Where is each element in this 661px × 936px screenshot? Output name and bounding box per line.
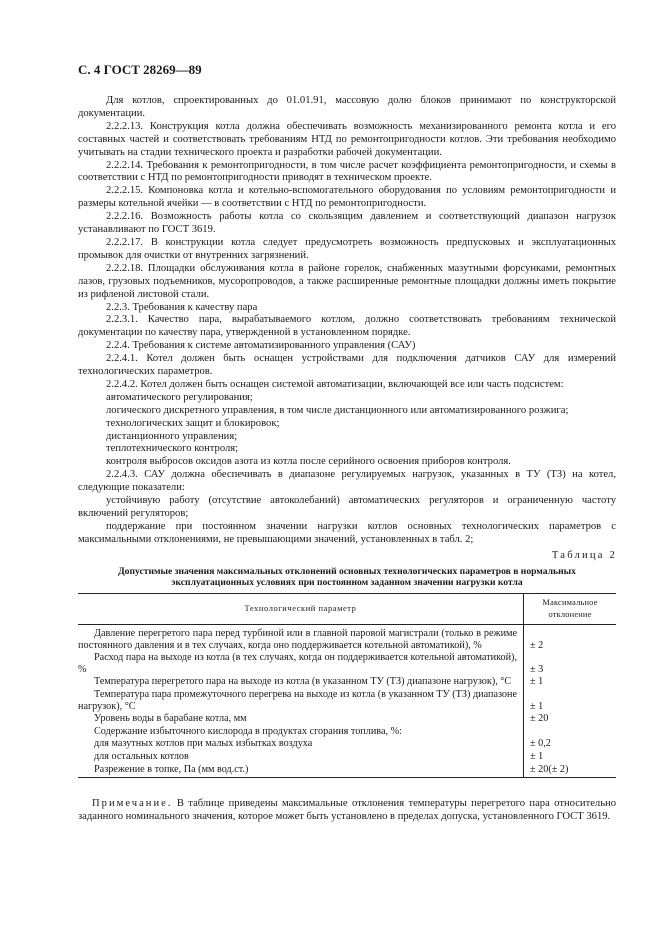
table-title: Допустимые значения максимальных отклонений основных технологических параметров в нормальных эксплуатационных условиях при постоянном заданном значении нагрузки котла — [118, 566, 576, 589]
table-row — [78, 625, 616, 653]
table-note — [78, 798, 616, 824]
table-row — [78, 689, 616, 713]
column-header-deviation: Максимальное отклонение — [524, 594, 617, 625]
table-label: Таблица 2 — [551, 550, 617, 561]
body-paragraph: дистанционного управления; — [106, 430, 238, 442]
body-paragraph: автоматического регулирования; — [106, 391, 253, 403]
body-paragraph: 2.2.4.3. САУ должна обеспечивать в диапазоне регулируемых нагрузок, указанных в ТУ (ТЗ) на котел, следующие показатели: — [78, 469, 616, 494]
table-row — [78, 751, 616, 764]
parameter-cell: Температура перегретого пара на выходе из котла (в указанном ТУ (ТЗ) диапазоне нагрузок), °С — [94, 676, 512, 688]
body-paragraph: устойчивую работу (отсутствие автоколебаний) автоматических регуляторов и ограниченную частоту включений регуляторов; — [78, 495, 616, 519]
body-paragraph: 2.2.2.13. Конструкция котла должна обеспечивать возможность механизированного ремонта котла и его составных частей и соответствовать требованиям НТД по ремонтопригодности котлов. Эти требования необходимо учитывать на стадии технического проекта и разработки рабочей документации. — [78, 120, 616, 158]
parameter-cell: Температура пара промежуточного перегрева на выходе из котла (в указанном ТУ (ТЗ) диапазоне нагрузок), °С — [78, 688, 517, 712]
note-text: В таблице приведены максимальные отклонения температуры перегретого пара относительно заданного номинального значения, которое может быть установлено в пределах допуска, установленного ГОСТ 3619. — [78, 798, 616, 822]
parameter-cell: Давление перегретого пара перед турбиной или в главной паровой магистрали (только в режиме постоянного давления и в тех случаях, когда оно поддерживается котельной автоматикой), % — [78, 628, 517, 651]
column-header-parameter: Технологический параметр — [78, 594, 524, 625]
body-paragraph: 2.2.2.17. В конструкции котла следует предусмотреть возможность предпусковых и эксплуатационных промывок для очистки от внутренних загрязнений. — [78, 236, 616, 261]
deviation-cell: ± 1 — [524, 689, 617, 713]
table-row — [78, 738, 616, 751]
deviation-cell: ± 0,2 — [524, 738, 617, 751]
body-paragraph: 2.2.2.15. Компоновка котла и котельно-вспомогательного оборудования по условиям ремонтопригодности и размеры котельной ячейки — в соответствии с НТД по ремонтопригодности. — [78, 185, 616, 210]
deviation-cell: ± 2 — [524, 625, 617, 653]
body-paragraph: 2.2.4.2. Котел должен быть оснащен системой автоматизации, включающей все или часть подсистем: — [106, 378, 564, 390]
body-paragraph: 2.2.2.14. Требования к ремонтопригодности, в том числе расчет коэффициента ремонтопригодности, и схемы в соответствии с НТД по ремонтопригодности приводят в техническом проекте. — [78, 159, 616, 184]
body-paragraph: технологических защит и блокировок; — [106, 417, 280, 429]
body-paragraph: 2.2.4.1. Котел должен быть оснащен устройствами для подключения датчиков САУ для измерений технологических параметров. — [78, 353, 616, 378]
deviation-cell: ± 20 — [524, 713, 617, 726]
table-row — [78, 713, 616, 726]
table-row — [78, 764, 616, 778]
parameter-cell: Уровень воды в барабане котла, мм — [94, 713, 247, 725]
deviation-cell: ± 20(± 2) — [524, 764, 617, 778]
deviation-cell: ± 1 — [524, 751, 617, 764]
deviation-cell: ± 1 — [524, 676, 617, 689]
note-label: Примечание. — [92, 798, 173, 809]
parameter-cell: Разрежение в топке, Па (мм вод.ст.) — [78, 764, 524, 778]
body-paragraph: Для котлов, спроектированных до 01.01.91, массовую долю блоков принимают по конструкторской документации. — [78, 95, 616, 119]
page-header: С. 4 ГОСТ 28269—89 — [78, 62, 202, 77]
body-paragraph: 2.2.2.18. Площадки обслуживания котла в районе горелок, снабженных мазутными форсунками, ремонтных лазов, грузовых подъемников, мусоропроводов, а также расширенные ремонтные площадки должны иметь покрытие из рифленой листовой стали. — [78, 262, 616, 300]
body-paragraph: контроля выбросов оксидов азота из котла после серийного освоения приборов контроля. — [106, 456, 511, 468]
body-paragraph: теплотехнического контроля; — [106, 443, 239, 455]
parameter-cell: для мазутных котлов при малых избытках воздуха — [94, 738, 313, 750]
table-row — [78, 726, 616, 739]
body-paragraph: 2.2.2.16. Возможность работы котла со скользящим давлением и соответствующий диапазон нагрузок устанавливают по ГОСТ 3619. — [78, 211, 616, 236]
body-paragraph: поддержание при постоянном значении нагрузки котлов основных технологических параметров с максимальными отклонениями, не превышающими значений, установленных в табл. 2; — [78, 520, 616, 545]
parameter-cell: Расход пара на выходе из котла (в тех случаях, когда он поддерживается котельной автоматикой), % — [78, 652, 517, 675]
body-paragraph: 2.2.3. Требования к качеству пара — [106, 301, 258, 313]
deviation-cell — [524, 726, 617, 739]
body-paragraph: логического дискретного управления, в том числе дистанционного или автоматизированного розжига; — [106, 404, 569, 416]
table-row — [78, 652, 616, 676]
body-paragraph: 2.2.3.1. Качество пара, вырабатываемого котлом, должно соответствовать требованиям технической документации по качеству пара, утвержденной в установленном порядке. — [78, 314, 616, 339]
body-text — [78, 95, 616, 547]
body-paragraph: 2.2.4. Требования к системе автоматизированного управления (САУ) — [106, 340, 416, 352]
parameter-cell: Содержание избыточного кислорода в продуктах сгорания топлива, %: — [94, 725, 402, 737]
parameter-cell: для остальных котлов — [94, 750, 189, 762]
deviation-cell: ± 3 — [524, 652, 617, 676]
table-row — [78, 676, 616, 689]
parameters-table — [78, 593, 616, 778]
